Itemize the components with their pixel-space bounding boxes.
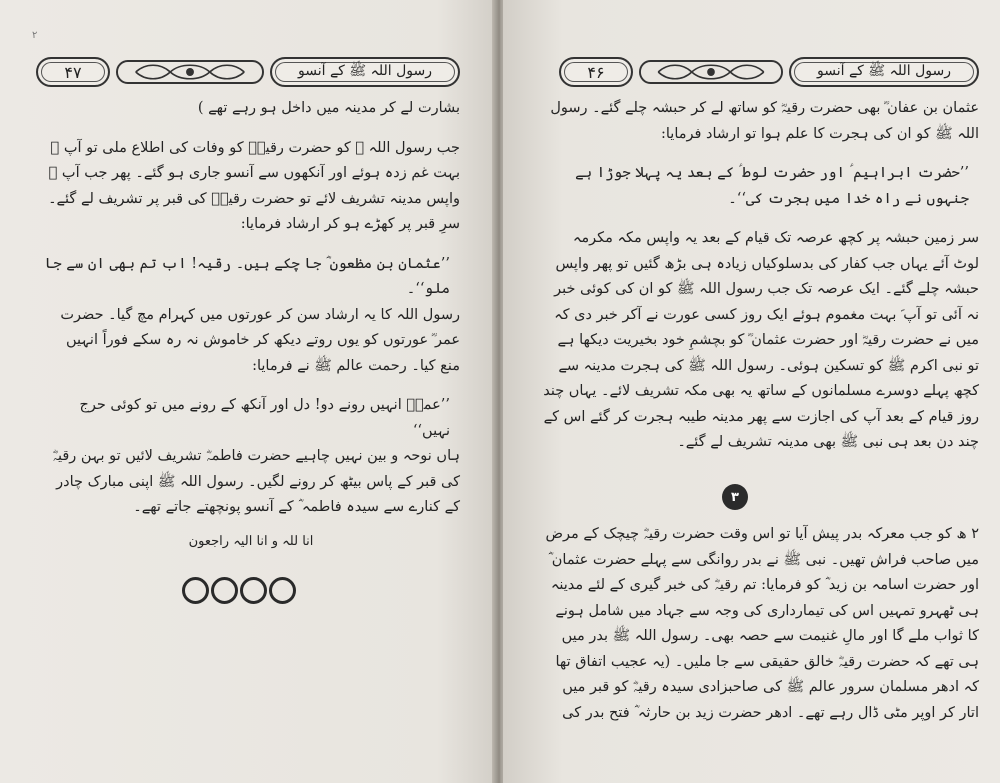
end-ornament bbox=[182, 577, 296, 604]
header-ornament bbox=[116, 59, 264, 85]
header-ornament bbox=[639, 59, 783, 85]
quote: ’’حضرت ابراہیم ؑ اور حضرت لوط ؑ کے بعد یہ پہلا جوڑا ہے جنہوں نے راہ خدا میں ہجرت کی‘‘۔ bbox=[575, 165, 969, 207]
paragraph: ۲ ھ کو جب معرکہ بدر پیش آیا تو اس وقت حضرت رقیہؓ چیچک کے مرض میں صاحب فراش تھیں۔ نبی ﷺ نے بدر روانگی سے پہلے حضرت عثمان ؓ اور حضرت اسامہ بن زید ؓ کو فرمایا: تم رقیہؓ کی خبر گیری کے لئے مدینہ ہی ٹھہرو تمہیں اس کی تیمارداری کی وجہ سے جہاد میں شامل ہونے کا ثواب ملے گا اور مالِ غنیمت سے حصہ بھی۔ رسول اللہ ﷺ بدر میں ہی تھے کہ حضرت رقیہؓ خالق حقیقی سے جا ملیں۔ (یہ عجیب اتفاق تھا کہ ادھر مسلمان سرور عالم ﷺ کی صاحبزادی سیدہ رقیہؓ کو قبر میں اتار کر اوپر مٹی ڈال رہے تھے۔ ادھر حضرت زید بن حارثہ ؓ فتح بدر کی bbox=[545, 526, 979, 721]
right-body-text bbox=[543, 96, 979, 456]
paragraph: عثمان بن عفان ؓ بھی حضرت رقیہؓ کو ساتھ لے کر حبشہ چلے گئے۔ رسول اللہ ﷺ کو ان کی ہجرت کا علم ہوا تو ارشاد فرمایا: bbox=[550, 100, 979, 142]
page-header bbox=[559, 54, 979, 90]
running-title: رسول اللہ ﷺ کے آنسو bbox=[789, 57, 979, 87]
circle-icon bbox=[269, 577, 296, 604]
corner-mark: ۲ bbox=[32, 30, 38, 41]
circle-icon bbox=[182, 577, 209, 604]
page-header bbox=[36, 54, 460, 90]
paragraph: ہاں نوحہ و بین نہیں چاہیے حضرت فاطمہؓ تشریف لائیں تو بہن رقیہؓ کی قبر کے پاس بیٹھ کر رونے لگیں۔ رسول اللہ ﷺ اپنی مبارک چادر کے کنارے سے سیدہ فاطمہ ؓ کے آنسو پونچھتے جاتے تھے۔ bbox=[52, 448, 460, 515]
left-page bbox=[0, 0, 497, 783]
running-title: رسول اللہ ﷺ کے آنسو bbox=[270, 57, 460, 87]
right-page bbox=[503, 0, 1000, 783]
circle-icon bbox=[211, 577, 238, 604]
closing-phrase: انا للہ و انا الیہ راجعون bbox=[188, 533, 314, 549]
paragraph: رسول اللہ کا یہ ارشاد سن کر عورتوں میں کہرام مچ گیا۔ حضرت عمر ؓ عورتوں کو یوں روتے دیکھ کر خاموش نہ رہ سکے فوراً انہیں منع کیا۔ رحمت عالم ﷺ نے فرمایا: bbox=[60, 306, 460, 374]
paragraph: بشارت لے کر مدینہ میں داخل ہو رہے تھے ) bbox=[197, 100, 460, 116]
paragraph: جب رسول اللہ ﷺ کو حضرت رقیہؓ کو وفات کی اطلاع ملی تو آپ ﷺ بہت غم زدہ ہوئے اور آنکھوں سے آنسو جاری ہو گئے۔ پھر جب آپ ؐ واپس مدینہ تشریف لائے تو حضرت رقیہؓ کی قبر پر تشریف لے گئے۔ سرِ قبر پر کھڑے ہو کر ارشاد فرمایا: bbox=[48, 139, 460, 232]
right-body-text-continued bbox=[543, 522, 979, 726]
quote: ’’عمرؓ انہیں رونے دو! دل اور آنکھ کے رونے میں تو کوئی حرج نہیں‘‘ bbox=[79, 397, 450, 439]
left-body-text bbox=[42, 96, 460, 554]
circle-icon bbox=[240, 577, 267, 604]
section-badge: ۳ bbox=[722, 484, 748, 510]
paragraph: سر زمین حبشہ پر کچھ عرصہ تک قیام کے بعد یہ واپس مکہ مکرمہ لوٹ آئے یہاں جب کفار کی بدسلوکیاں زیادہ ہی بڑھ گئیں تو پھر واپس حبشہ چلے گئے۔ ایک عرصہ تک جب رسول اللہ ﷺ کو ان کی کوئی خبر نہ آئی تو آپ ؐ بہت مغموم ہوئے ایک روز کسی عورت نے آکر خبر دی کہ میں نے حضرت رقیہؓ اور حضرت عثمان ؓ کو بچشمِ خود بخیریت دیکھا ہے تو نبی اکرم ﷺ کو تسکین ہوئی۔ رسول اللہ ﷺ کی ہجرت مدینہ سے کچھ پہلے دوسرے مسلمانوں کے ساتھ یہ بھی مکہ تشریف لائے۔ یہاں چند روز قیام کے بعد آپ کی اجازت سے پھر مدینہ طیبہ ہجرت کر گئے اس کے چند دن بعد ہی نبی ﷺ بھی مدینہ تشریف لے گئے۔ bbox=[543, 230, 979, 450]
quote: ’’عثمان بن مظعون ؓ جا چکے ہیں۔ رقیہ! اب تم بھی ان سے جا ملو‘‘۔ bbox=[44, 255, 450, 297]
page-number: ۴۷ bbox=[36, 57, 110, 87]
page-number: ۴۶ bbox=[559, 57, 633, 87]
